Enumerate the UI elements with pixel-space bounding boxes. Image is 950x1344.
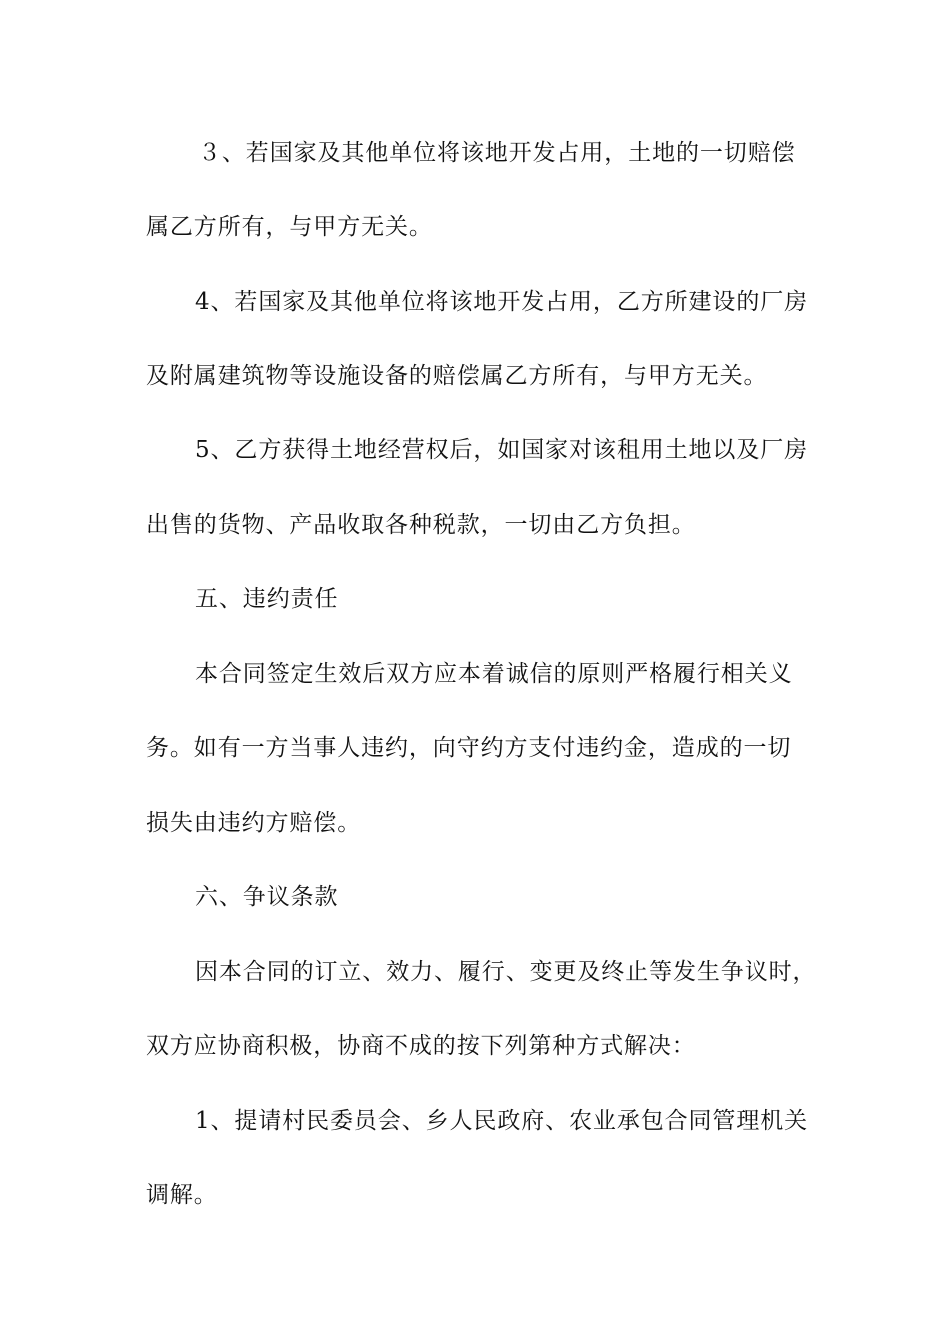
dispute-option-1-line-2: 调解。 bbox=[146, 1182, 218, 1208]
clause-4-line-2: 及附属建筑物等设施设备的赔偿属乙方所有，与甲方无关。 bbox=[146, 363, 768, 389]
dispute-option-1-line-1: 1、提请村民委员会、乡人民政府、农业承包合同管理机关 bbox=[195, 1108, 809, 1134]
section-heading-dispute-terms: 六、争议条款 bbox=[195, 884, 339, 910]
clause-5-line-2: 出售的货物、产品收取各种税款，一切由乙方负担。 bbox=[146, 512, 696, 538]
dispute-paragraph-line-2: 双方应协商积极，协商不成的按下列第种方式解决： bbox=[146, 1033, 696, 1059]
breach-paragraph-line-1: 本合同签定生效后双方应本着诚信的原则严格履行相关义 bbox=[195, 661, 793, 687]
section-heading-breach-liability: 五、违约责任 bbox=[195, 586, 339, 612]
clause-3-line-2: 属乙方所有，与甲方无关。 bbox=[146, 214, 433, 240]
clause-5-line-1: 5、乙方获得土地经营权后，如国家对该租用土地以及厂房 bbox=[195, 437, 809, 463]
clause-4-line-1: 4、若国家及其他单位将该地开发占用，乙方所建设的厂房 bbox=[195, 289, 809, 315]
clause-3-line-1: ３、若国家及其他单位将该地开发占用，土地的一切赔偿 bbox=[198, 140, 796, 166]
breach-paragraph-line-2: 务。如有一方当事人违约，向守约方支付违约金，造成的一切 bbox=[146, 735, 792, 761]
dispute-paragraph-line-1: 因本合同的订立、效力、履行、变更及终止等发生争议时， bbox=[195, 959, 817, 985]
breach-paragraph-line-3: 损失由违约方赔偿。 bbox=[146, 810, 362, 836]
